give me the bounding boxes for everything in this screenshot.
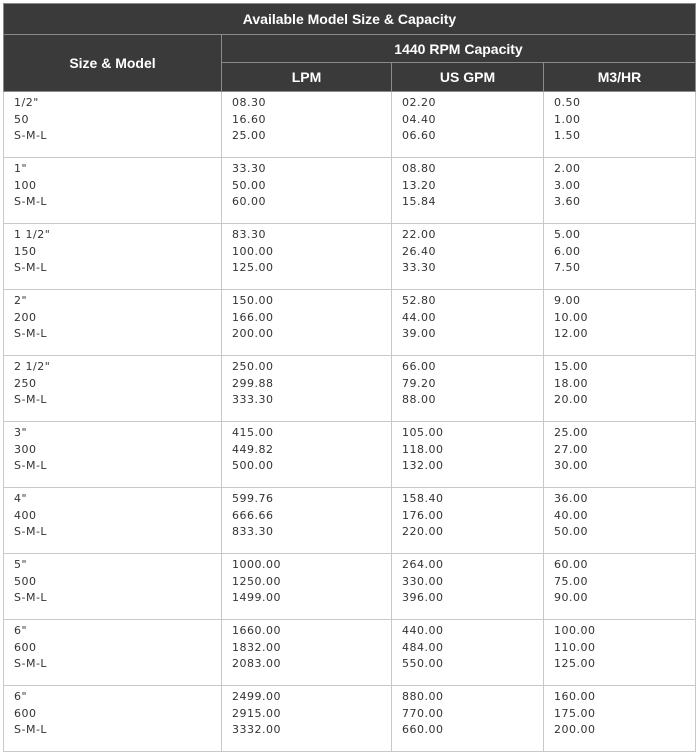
cell-line: 1250.00 bbox=[232, 574, 281, 588]
cell-line: 27.00 bbox=[554, 442, 588, 456]
cell-line: 770.00 bbox=[402, 706, 444, 720]
us-gpm-cell bbox=[392, 158, 544, 224]
us-gpm-cell bbox=[392, 356, 544, 422]
cell-line: 2083.00 bbox=[232, 657, 281, 670]
cell-line: 25.00 bbox=[232, 129, 266, 142]
table-row bbox=[4, 554, 696, 620]
size-model-cell bbox=[4, 158, 222, 224]
table-row bbox=[4, 224, 696, 290]
size-model-cell bbox=[4, 290, 222, 356]
lpm-cell bbox=[222, 224, 392, 290]
cell-line: 415.00 bbox=[232, 426, 274, 439]
cell-line: 660.00 bbox=[402, 723, 444, 736]
m3hr-cell bbox=[544, 158, 696, 224]
cell-line: 15.84 bbox=[402, 195, 436, 208]
capacity-table bbox=[3, 3, 696, 752]
cell-line: 150.00 bbox=[232, 294, 274, 307]
cell-line: 299.88 bbox=[232, 376, 274, 390]
cell-line: 1/2" bbox=[14, 96, 39, 109]
cell-line: 6" bbox=[14, 690, 28, 703]
cell-line: 2.00 bbox=[554, 162, 581, 175]
cell-line: 13.20 bbox=[402, 178, 436, 192]
cell-line: 50.00 bbox=[232, 178, 266, 192]
cell-line: 250 bbox=[14, 376, 37, 390]
lpm-cell bbox=[222, 290, 392, 356]
table-title: Available Model Size & Capacity bbox=[4, 4, 696, 35]
cell-line: S-M-L bbox=[14, 261, 48, 274]
cell-line: 3.60 bbox=[554, 195, 581, 208]
us-gpm-header: US GPM bbox=[392, 63, 544, 92]
cell-line: 158.40 bbox=[402, 492, 444, 505]
cell-line: 599.76 bbox=[232, 492, 274, 505]
table-row bbox=[4, 158, 696, 224]
cell-line: 12.00 bbox=[554, 327, 588, 340]
m3hr-cell bbox=[544, 686, 696, 752]
us-gpm-cell bbox=[392, 224, 544, 290]
us-gpm-cell bbox=[392, 554, 544, 620]
table-row bbox=[4, 92, 696, 158]
size-model-cell bbox=[4, 620, 222, 686]
cell-line: S-M-L bbox=[14, 723, 48, 736]
cell-line: S-M-L bbox=[14, 195, 48, 208]
cell-line: 200.00 bbox=[232, 327, 274, 340]
cell-line: 500 bbox=[14, 574, 37, 588]
cell-line: 166.00 bbox=[232, 310, 274, 324]
cell-line: 550.00 bbox=[402, 657, 444, 670]
cell-line: 125.00 bbox=[232, 261, 274, 274]
cell-line: 0.50 bbox=[554, 96, 581, 109]
m3hr-cell bbox=[544, 356, 696, 422]
size-model-header: Size & Model bbox=[4, 35, 222, 92]
lpm-cell bbox=[222, 488, 392, 554]
cell-line: 1" bbox=[14, 162, 28, 175]
cell-line: 3.00 bbox=[554, 178, 581, 192]
cell-line: 9.00 bbox=[554, 294, 581, 307]
lpm-cell bbox=[222, 158, 392, 224]
lpm-header: LPM bbox=[222, 63, 392, 92]
us-gpm-cell bbox=[392, 620, 544, 686]
cell-line: 20.00 bbox=[554, 393, 588, 406]
cell-line: 25.00 bbox=[554, 426, 588, 439]
cell-line: 1832.00 bbox=[232, 640, 281, 654]
cell-line: 90.00 bbox=[554, 591, 588, 604]
table-row bbox=[4, 356, 696, 422]
cell-line: 2915.00 bbox=[232, 706, 281, 720]
cell-line: 110.00 bbox=[554, 640, 596, 654]
cell-line: 175.00 bbox=[554, 706, 596, 720]
cell-line: 52.80 bbox=[402, 294, 436, 307]
cell-line: 100.00 bbox=[232, 244, 274, 258]
cell-line: 600 bbox=[14, 706, 37, 720]
cell-line: 2499.00 bbox=[232, 690, 281, 703]
cell-line: 105.00 bbox=[402, 426, 444, 439]
cell-line: 60.00 bbox=[232, 195, 266, 208]
cell-line: S-M-L bbox=[14, 525, 48, 538]
cell-line: 200 bbox=[14, 310, 37, 324]
cell-line: 2 1/2" bbox=[14, 360, 51, 373]
lpm-cell bbox=[222, 686, 392, 752]
us-gpm-cell bbox=[392, 488, 544, 554]
cell-line: 02.20 bbox=[402, 96, 436, 109]
cell-line: 4" bbox=[14, 492, 28, 505]
cell-line: 300 bbox=[14, 442, 37, 456]
m3hr-cell bbox=[544, 488, 696, 554]
cell-line: 10.00 bbox=[554, 310, 588, 324]
cell-line: S-M-L bbox=[14, 129, 48, 142]
cell-line: 330.00 bbox=[402, 574, 444, 588]
cell-line: 118.00 bbox=[402, 442, 444, 456]
cell-line: 50 bbox=[14, 112, 29, 126]
table-row bbox=[4, 422, 696, 488]
cell-line: 30.00 bbox=[554, 459, 588, 472]
cell-line: 880.00 bbox=[402, 690, 444, 703]
cell-line: 2" bbox=[14, 294, 28, 307]
cell-line: 08.30 bbox=[232, 96, 266, 109]
cell-line: 06.60 bbox=[402, 129, 436, 142]
lpm-cell bbox=[222, 620, 392, 686]
us-gpm-cell bbox=[392, 92, 544, 158]
cell-line: 08.80 bbox=[402, 162, 436, 175]
us-gpm-cell bbox=[392, 422, 544, 488]
cell-line: 22.00 bbox=[402, 228, 436, 241]
cell-line: 50.00 bbox=[554, 525, 588, 538]
cell-line: 500.00 bbox=[232, 459, 274, 472]
cell-line: 88.00 bbox=[402, 393, 436, 406]
cell-line: 200.00 bbox=[554, 723, 596, 736]
cell-line: 75.00 bbox=[554, 574, 588, 588]
table-body bbox=[4, 92, 696, 752]
cell-line: 449.82 bbox=[232, 442, 274, 456]
cell-line: 79.20 bbox=[402, 376, 436, 390]
lpm-cell bbox=[222, 422, 392, 488]
cell-line: 100 bbox=[14, 178, 37, 192]
cell-line: 1000.00 bbox=[232, 558, 281, 571]
m3hr-cell bbox=[544, 554, 696, 620]
cell-line: 100.00 bbox=[554, 624, 596, 637]
cell-line: 39.00 bbox=[402, 327, 436, 340]
cell-line: 26.40 bbox=[402, 244, 436, 258]
us-gpm-cell bbox=[392, 686, 544, 752]
cell-line: S-M-L bbox=[14, 459, 48, 472]
capacity-group-header: 1440 RPM Capacity bbox=[222, 35, 696, 63]
lpm-cell bbox=[222, 554, 392, 620]
us-gpm-cell bbox=[392, 290, 544, 356]
cell-line: 333.30 bbox=[232, 393, 274, 406]
m3hr-cell bbox=[544, 620, 696, 686]
cell-line: 150 bbox=[14, 244, 37, 258]
cell-line: 132.00 bbox=[402, 459, 444, 472]
cell-line: 7.50 bbox=[554, 261, 581, 274]
cell-line: 1499.00 bbox=[232, 591, 281, 604]
size-model-cell bbox=[4, 686, 222, 752]
table-row bbox=[4, 686, 696, 752]
cell-line: 220.00 bbox=[402, 525, 444, 538]
cell-line: 3" bbox=[14, 426, 28, 439]
cell-line: 5" bbox=[14, 558, 28, 571]
cell-line: S-M-L bbox=[14, 327, 48, 340]
cell-line: 66.00 bbox=[402, 360, 436, 373]
m3hr-header: M3/HR bbox=[544, 63, 696, 92]
m3hr-cell bbox=[544, 422, 696, 488]
cell-line: 1.50 bbox=[554, 129, 581, 142]
cell-line: 1.00 bbox=[554, 112, 581, 126]
cell-line: S-M-L bbox=[14, 657, 48, 670]
m3hr-cell bbox=[544, 92, 696, 158]
cell-line: 04.40 bbox=[402, 112, 436, 126]
cell-line: 160.00 bbox=[554, 690, 596, 703]
size-model-cell bbox=[4, 554, 222, 620]
size-model-cell bbox=[4, 488, 222, 554]
cell-line: 18.00 bbox=[554, 376, 588, 390]
lpm-cell bbox=[222, 92, 392, 158]
cell-line: 33.30 bbox=[232, 162, 266, 175]
cell-line: 6" bbox=[14, 624, 28, 637]
cell-line: S-M-L bbox=[14, 393, 48, 406]
size-model-cell bbox=[4, 422, 222, 488]
cell-line: S-M-L bbox=[14, 591, 48, 604]
cell-line: 15.00 bbox=[554, 360, 588, 373]
cell-line: 440.00 bbox=[402, 624, 444, 637]
cell-line: 1 1/2" bbox=[14, 228, 51, 241]
m3hr-cell bbox=[544, 224, 696, 290]
cell-line: 600 bbox=[14, 640, 37, 654]
cell-line: 33.30 bbox=[402, 261, 436, 274]
cell-line: 44.00 bbox=[402, 310, 436, 324]
cell-line: 16.60 bbox=[232, 112, 266, 126]
table-row bbox=[4, 620, 696, 686]
cell-line: 396.00 bbox=[402, 591, 444, 604]
size-model-cell bbox=[4, 356, 222, 422]
table-row bbox=[4, 290, 696, 356]
cell-line: 3332.00 bbox=[232, 723, 281, 736]
cell-line: 83.30 bbox=[232, 228, 266, 241]
cell-line: 666.66 bbox=[232, 508, 274, 522]
table-row bbox=[4, 488, 696, 554]
cell-line: 6.00 bbox=[554, 244, 581, 258]
size-model-cell bbox=[4, 224, 222, 290]
cell-line: 60.00 bbox=[554, 558, 588, 571]
cell-line: 833.30 bbox=[232, 525, 274, 538]
cell-line: 264.00 bbox=[402, 558, 444, 571]
cell-line: 5.00 bbox=[554, 228, 581, 241]
cell-line: 250.00 bbox=[232, 360, 274, 373]
cell-line: 400 bbox=[14, 508, 37, 522]
m3hr-cell bbox=[544, 290, 696, 356]
cell-line: 484.00 bbox=[402, 640, 444, 654]
cell-line: 40.00 bbox=[554, 508, 588, 522]
lpm-cell bbox=[222, 356, 392, 422]
cell-line: 176.00 bbox=[402, 508, 444, 522]
cell-line: 36.00 bbox=[554, 492, 588, 505]
size-model-cell bbox=[4, 92, 222, 158]
cell-line: 125.00 bbox=[554, 657, 596, 670]
cell-line: 1660.00 bbox=[232, 624, 281, 637]
